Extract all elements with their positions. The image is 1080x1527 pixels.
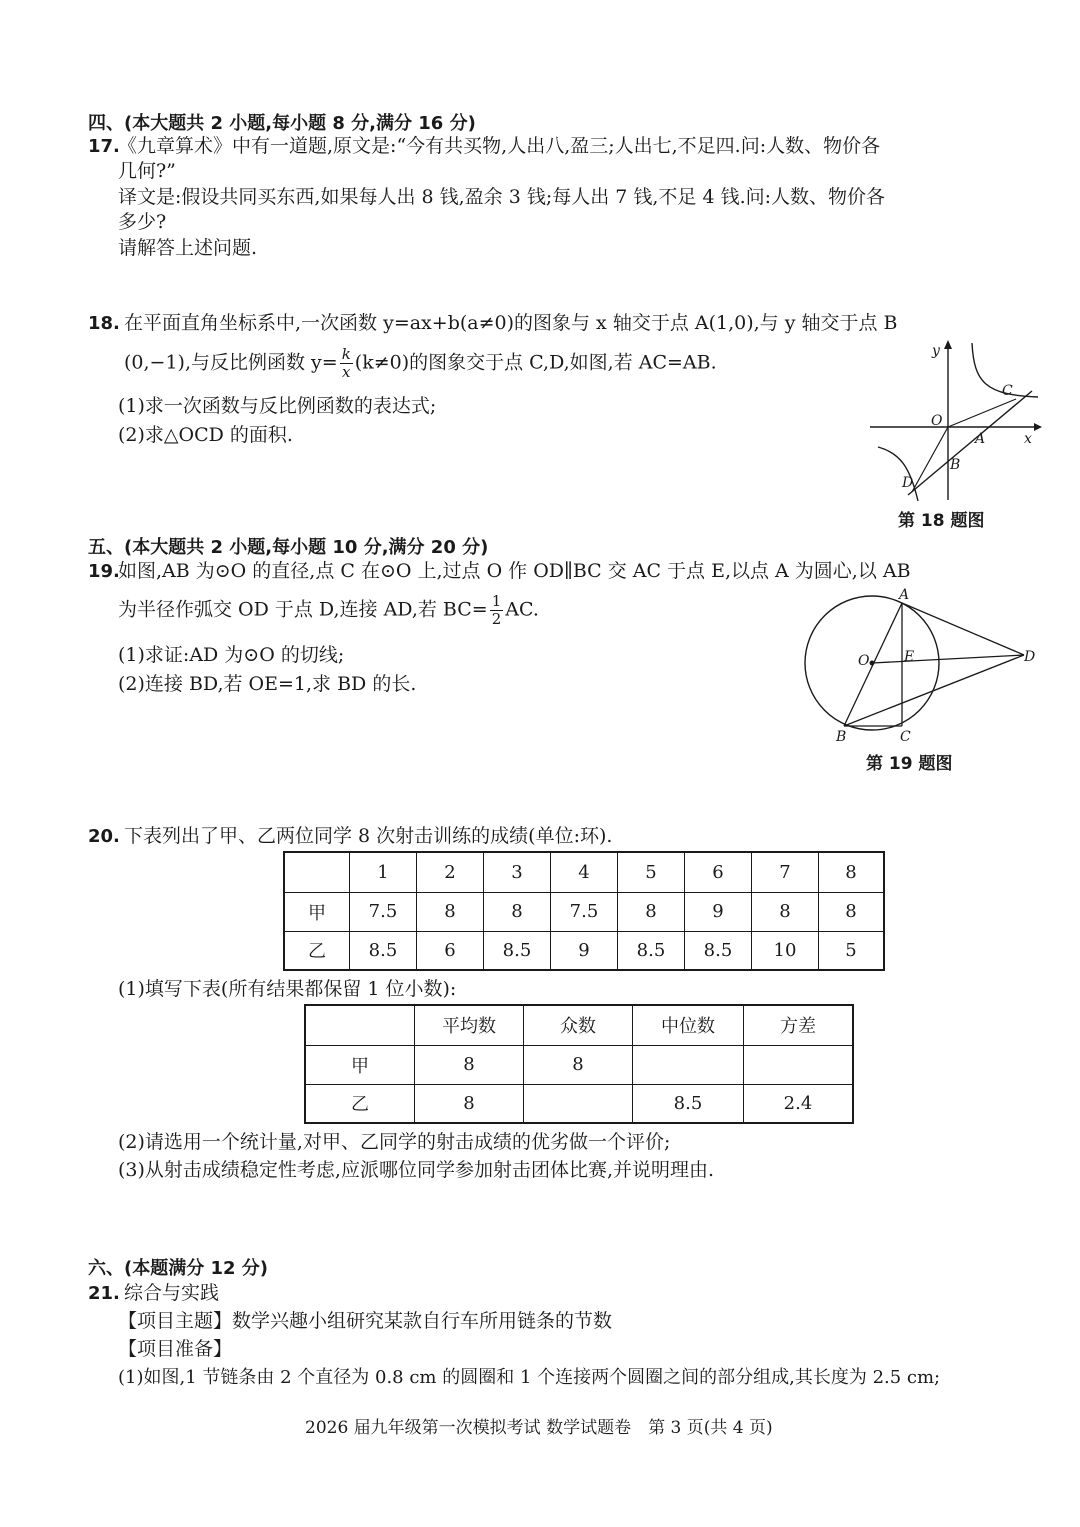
- q18-label-x: x: [1024, 431, 1032, 447]
- q19-frac-num: 1: [491, 592, 502, 610]
- q19-line-ad: [902, 603, 1024, 655]
- q20-table2-cell: 8: [524, 1045, 633, 1084]
- q21-number: 21.: [88, 1283, 120, 1304]
- q20-table2-cell: 8: [415, 1084, 524, 1123]
- q19-sub2: (2)连接 BD,若 OE=1,求 BD 的长.: [118, 673, 417, 695]
- page-footer: 2026 届九年级第一次模拟考试 数学试题卷 第 3 页(共 4 页): [305, 1418, 773, 1438]
- q18-line: [908, 391, 1032, 495]
- q20-table1-cell: 8: [819, 892, 885, 931]
- q20-table1-cell: 乙: [284, 931, 350, 970]
- q20-table1-cell: 8: [819, 852, 885, 892]
- q20-table1-cell: [284, 852, 350, 892]
- q18-x-arrow: [1034, 423, 1042, 431]
- q18-y-arrow: [944, 340, 952, 349]
- q19-line2-post: AC.: [505, 598, 539, 621]
- q20-table2-cell: 2.4: [744, 1084, 854, 1123]
- q20-table2-cell: 方差: [744, 1005, 854, 1045]
- q19-label-e: E: [904, 649, 915, 665]
- q20-table1-cell: 8: [417, 892, 484, 931]
- q20-table2-header-row: [305, 1005, 853, 1045]
- q20-table2-row: [305, 1084, 853, 1123]
- q18-label-d: D: [902, 475, 914, 491]
- q20-table1-cell: 7.5: [551, 892, 618, 931]
- q18-line1: 在平面直角坐标系中,一次函数 y=ax+b(a≠0)的图象与 x 轴交于点 A(1,0),与 y 轴交于点 B: [124, 312, 898, 334]
- q20-sub2: (2)请选用一个统计量,对甲、乙同学的射击成绩的优劣做一个评价;: [118, 1131, 671, 1153]
- q20-table1-cell: 9: [685, 892, 752, 931]
- q18-figure: [860, 335, 1050, 505]
- q21-topic: 【项目主题】数学兴趣小组研究某款自行车所用链条的节数: [118, 1310, 613, 1332]
- q19-frac-den: 2: [491, 610, 502, 628]
- q18-number: 18.: [88, 313, 120, 334]
- q18-line2-pre: (0,−1),与反比例函数 y=: [124, 351, 338, 374]
- section6-heading: 六、(本题满分 12 分): [88, 1258, 269, 1279]
- q19-sub1: (1)求证:AD 为⊙O 的切线;: [118, 644, 345, 666]
- q20-table2-cell: [305, 1005, 415, 1045]
- q19-line2: [118, 593, 539, 628]
- q17-number: 17.: [88, 136, 120, 157]
- q20-table2-cell: 甲: [305, 1045, 415, 1084]
- q21-sub1: (1)如图,1 节链条由 2 个直径为 0.8 cm 的圆圈和 1 个连接两个圆圈之间的部分组成,其长度为 2.5 cm;: [118, 1367, 941, 1388]
- q19-label-c: C: [900, 729, 911, 745]
- q20-table1-cell: 4: [551, 852, 618, 892]
- q20-table1-cell: 8.5: [685, 931, 752, 970]
- q20-table2-row: [305, 1045, 853, 1084]
- q20-table1-row: [284, 892, 884, 931]
- q18-segment-od: [912, 427, 948, 492]
- q19-line-od: [872, 655, 1024, 663]
- q20-sub1: (1)填写下表(所有结果都保留 1 位小数):: [118, 978, 457, 1000]
- section5-heading: 五、(本大题共 2 小题,每小题 10 分,满分 20 分): [88, 537, 489, 558]
- section4-heading: 四、(本大题共 2 小题,每小题 8 分,满分 16 分): [88, 113, 476, 134]
- q17-line2: 几何?”: [118, 160, 176, 182]
- q20-table2-cell: 中位数: [633, 1005, 744, 1045]
- q20-table1-cell: 甲: [284, 892, 350, 931]
- q21-title: 综合与实践: [124, 1282, 220, 1304]
- q20-table2-cell: 8: [415, 1045, 524, 1084]
- q20-table1-cell: 8.5: [618, 931, 685, 970]
- q20-sub3: (3)从射击成绩稳定性考虑,应派哪位同学参加射击团体比赛,并说明理由.: [118, 1159, 715, 1181]
- q20-table2-cell: 众数: [524, 1005, 633, 1045]
- q19-line1: 如图,AB 为⊙O 的直径,点 C 在⊙O 上,过点 O 作 OD∥BC 交 AC 于点 E,以点 A 为圆心,以 AB: [118, 560, 911, 582]
- q18-label-y: y: [932, 343, 940, 359]
- q20-table2-cell: [633, 1045, 744, 1084]
- q18-label-c: C: [1002, 383, 1013, 399]
- q19-center-dot: [870, 661, 875, 666]
- q20-table1-cell: 10: [752, 931, 819, 970]
- q20-table1-cell: 7.5: [350, 892, 417, 931]
- q18-sub2: (2)求△OCD 的面积.: [118, 424, 293, 446]
- q18-hyperbola-lower: [878, 447, 918, 501]
- q18-frac-num: k: [341, 345, 351, 363]
- q18-label-o: O: [931, 413, 943, 429]
- q19-number: 19.: [88, 561, 120, 582]
- q21-prep: 【项目准备】: [118, 1338, 233, 1360]
- q20-table1-cell: 1: [350, 852, 417, 892]
- q19-caption: 第 19 题图: [866, 754, 953, 774]
- q20-table1-cell: 7: [752, 852, 819, 892]
- q19-label-a: A: [899, 587, 910, 603]
- q19-line-bd: [844, 655, 1024, 726]
- q20-table1-cell: 9: [551, 931, 618, 970]
- q20-table1-cell: 6: [417, 931, 484, 970]
- q18-fraction: [340, 346, 353, 381]
- q20-table1-cell: 3: [484, 852, 551, 892]
- q20-table1-cell: 5: [819, 931, 885, 970]
- q20-table1-cell: 8.5: [484, 931, 551, 970]
- q18-frac-den: x: [342, 363, 351, 381]
- q20-intro: 下表列出了甲、乙两位同学 8 次射击训练的成绩(单位:环).: [124, 825, 613, 847]
- q20-table1-header-row: [284, 852, 884, 892]
- q19-label-o: O: [858, 653, 870, 669]
- q20-table1: [283, 851, 885, 971]
- q20-table2-cell: [524, 1084, 633, 1123]
- q20-table2-cell: [744, 1045, 854, 1084]
- q17-line4: 多少?: [118, 211, 167, 233]
- q18-line2: [124, 346, 717, 381]
- q20-table1-cell: 6: [685, 852, 752, 892]
- q20-number: 20.: [88, 826, 120, 847]
- q20-table1-cell: 8: [752, 892, 819, 931]
- q17-line5: 请解答上述问题.: [118, 237, 258, 259]
- q19-label-d: D: [1024, 649, 1036, 665]
- q20-table1-cell: 2: [417, 852, 484, 892]
- q20-table2-cell: 平均数: [415, 1005, 524, 1045]
- q20-table1-cell: 8: [484, 892, 551, 931]
- q18-label-b: B: [950, 457, 961, 473]
- q19-fraction: [490, 593, 504, 628]
- q18-caption: 第 18 题图: [898, 511, 985, 531]
- q19-line2-pre: 为半径作弧交 OD 于点 D,连接 AD,若 BC=: [118, 598, 488, 621]
- q17-line1: 《九章算术》中有一道题,原文是:“今有共买物,人出八,盈三;人出七,不足四.问:人数、物价各: [118, 135, 881, 157]
- q20-table2: [304, 1004, 854, 1124]
- q18-line2-post: (k≠0)的图象交于点 C,D,如图,若 AC=AB.: [354, 351, 717, 374]
- q20-table2-cell: 8.5: [633, 1084, 744, 1123]
- q20-table1-cell: 5: [618, 852, 685, 892]
- q18-sub1: (1)求一次函数与反比例函数的表达式;: [118, 395, 437, 417]
- q20-table1-cell: 8.5: [350, 931, 417, 970]
- q18-label-a: A: [975, 431, 986, 447]
- q19-figure: [800, 585, 1040, 745]
- q20-table2-cell: 乙: [305, 1084, 415, 1123]
- q19-label-b: B: [836, 729, 847, 745]
- q20-table1-cell: 8: [618, 892, 685, 931]
- q20-table1-row: [284, 931, 884, 970]
- q17-line3: 译文是:假设共同买东西,如果每人出 8 钱,盈余 3 钱;每人出 7 钱,不足 4 钱.问:人数、物价各: [118, 186, 886, 208]
